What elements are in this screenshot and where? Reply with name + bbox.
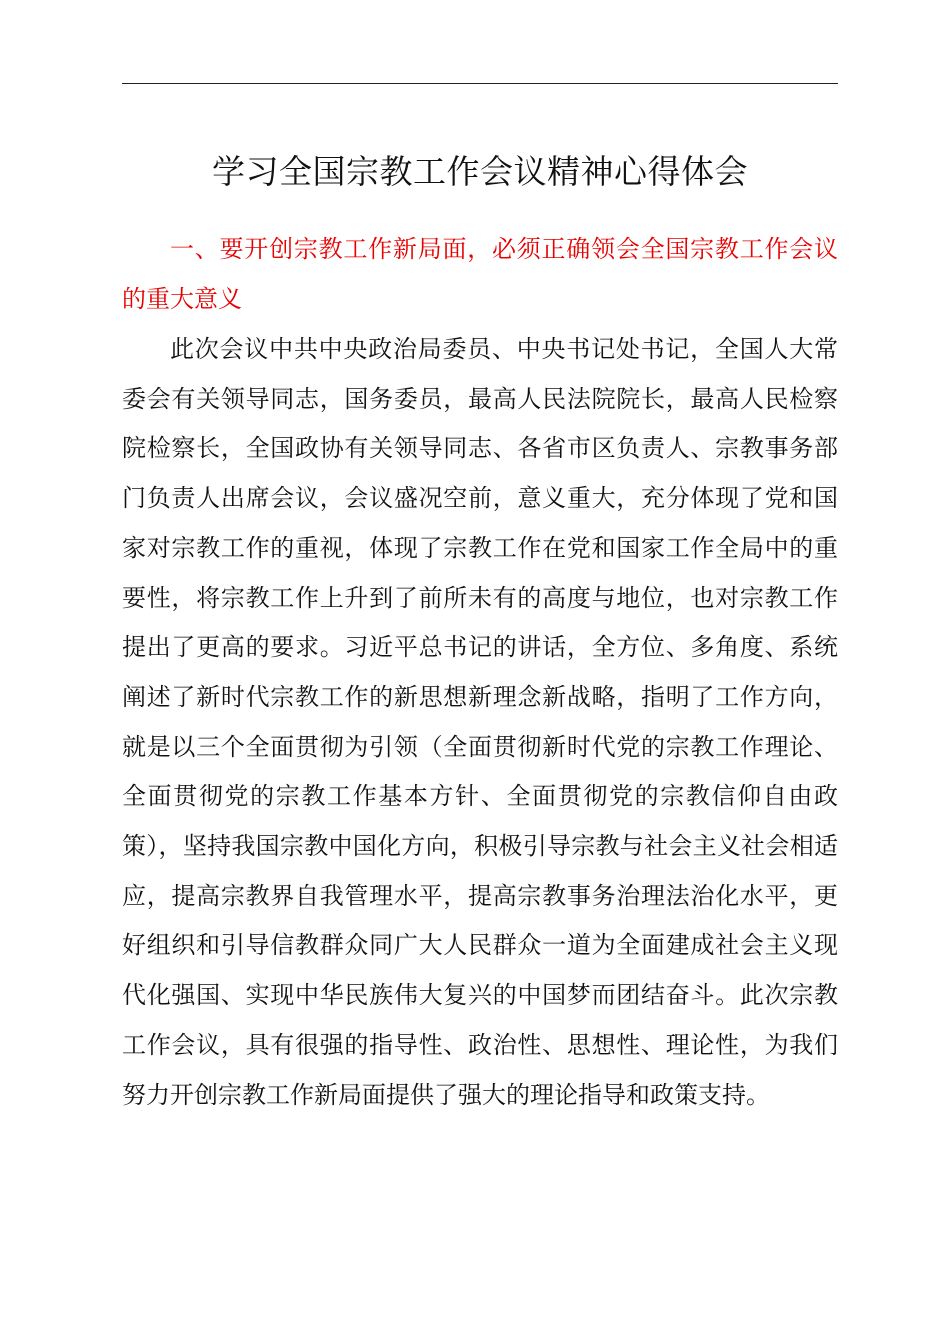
- header-rule: [122, 83, 838, 84]
- document-title: 学习全国宗教工作会议精神心得体会: [212, 152, 748, 191]
- section-heading: 一、要开创宗教工作新局面，必须正确领会全国宗教工作会议的重大意义: [122, 235, 838, 313]
- body-paragraph: 此次会议中共中央政治局委员、中央书记处书记，全国人大常委会有关领导同志，国务委员，最高人民法院院长，最高人民检察院检察长，全国政协有关领导同志、各省市区负责人、宗教事务部门负责人出席会议，会议盛况空前，意义重大，充分体现了党和国家对宗教工作的重视，体现了宗教工作在党和国家工作全局中的重要性，将宗教工作上升到了前所未有的高度与地位，也对宗教工作提出了更高的要求。习近平总书记的讲话，全方位、多角度、系统阐述了新时代宗教工作的新思想新理念新战略，指明了工作方向，就是以三个全面贯彻为引领（全面贯彻新时代党的宗教工作理论、全面贯彻党的宗教工作基本方针、全面贯彻党的宗教信仰自由政策），坚持我国宗教中国化方向，积极引导宗教与社会主义社会相适应，提高宗教界自我管理水平，提高宗教事务治理法治化水平，更好组织和引导信教群众同广大人民群众一道为全面建成社会主义现代化强国、实现中华民族伟大复兴的中国梦而团结奋斗。此次宗教工作会议，具有很强的指导性、政治性、思想性、理论性，为我们努力开创宗教工作新局面提供了强大的理论指导和政策支持。: [122, 335, 838, 1109]
